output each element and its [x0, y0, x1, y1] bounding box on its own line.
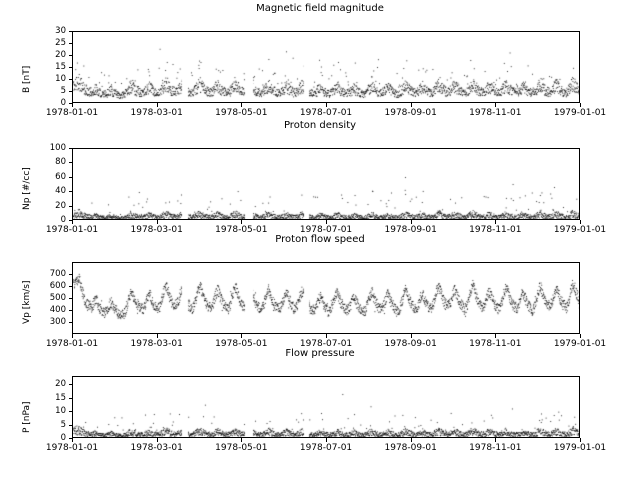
- y-tick-mark: [69, 55, 73, 56]
- y-axis-label: B [nT]: [22, 65, 32, 93]
- x-tick-mark: [72, 438, 73, 442]
- y-tick-mark: [69, 43, 73, 44]
- y-tick-mark: [69, 322, 73, 323]
- x-tick-mark: [495, 438, 496, 442]
- x-tick-label: 1978-03-01: [130, 108, 183, 118]
- x-tick-label: 1978-11-01: [469, 339, 522, 349]
- y-tick-label: 20: [55, 379, 66, 390]
- x-tick-label: 1978-11-01: [469, 108, 522, 118]
- x-tick-mark: [580, 334, 581, 338]
- x-tick-mark: [411, 438, 412, 442]
- x-tick-label: 1978-01-01: [45, 225, 99, 235]
- y-tick-label: 60: [55, 171, 66, 182]
- plot-area: [72, 376, 580, 438]
- y-tick-label: 10: [55, 406, 66, 417]
- x-tick-label: 1978-01-01: [45, 108, 99, 118]
- y-tick-label: 30: [55, 26, 66, 36]
- plot-area: [72, 31, 580, 103]
- y-axis-label: Np [#/cc]: [22, 167, 32, 210]
- y-tick-label: 20: [55, 50, 66, 60]
- x-tick-label: 1978-01-01: [45, 339, 99, 349]
- x-tick-mark: [580, 220, 581, 224]
- y-tick-mark: [69, 384, 73, 385]
- y-tick-mark: [69, 148, 73, 149]
- y-tick-label: 400: [49, 305, 66, 315]
- x-tick-mark: [157, 103, 158, 107]
- x-tick-label: 1978-07-01: [299, 339, 353, 349]
- y-tick-mark: [69, 177, 73, 178]
- x-tick-mark: [495, 103, 496, 107]
- panel-title: Proton flow speed: [275, 234, 365, 245]
- y-axis-label: Vp [km/s]: [22, 280, 32, 324]
- y-tick-mark: [69, 310, 73, 311]
- x-tick-label: 1979-01-01: [553, 225, 607, 235]
- y-tick-label: 20: [55, 200, 66, 211]
- y-tick-mark: [69, 425, 73, 426]
- plot-area: [72, 148, 580, 220]
- x-tick-label: 1978-05-01: [215, 443, 268, 453]
- x-tick-label: 1978-09-01: [384, 225, 437, 235]
- y-tick-label: 700: [49, 269, 66, 279]
- x-tick-mark: [157, 438, 158, 442]
- y-tick-label: 100: [49, 143, 66, 153]
- y-tick-label: 40: [55, 186, 66, 197]
- y-tick-mark: [69, 191, 73, 192]
- x-tick-mark: [411, 334, 412, 338]
- panel-title: Proton density: [283, 120, 357, 131]
- y-tick-mark: [69, 298, 73, 299]
- series-points: [73, 32, 580, 103]
- x-tick-label: 1978-01-01: [45, 443, 99, 453]
- y-tick-label: 300: [49, 317, 66, 327]
- x-tick-label: 1978-03-01: [130, 443, 183, 453]
- series-points: [73, 377, 580, 438]
- y-tick-label: 25: [55, 38, 66, 48]
- y-tick-label: 15: [55, 392, 66, 403]
- y-tick-mark: [69, 206, 73, 207]
- y-tick-label: 80: [55, 157, 66, 168]
- x-tick-mark: [580, 103, 581, 107]
- y-tick-mark: [69, 91, 73, 92]
- y-tick-mark: [69, 398, 73, 399]
- x-tick-mark: [157, 334, 158, 338]
- x-tick-label: 1978-03-01: [130, 339, 183, 349]
- x-tick-label: 1979-01-01: [553, 443, 607, 453]
- x-tick-label: 1978-09-01: [384, 108, 437, 118]
- x-tick-mark: [495, 334, 496, 338]
- x-tick-mark: [72, 220, 73, 224]
- x-tick-mark: [241, 220, 242, 224]
- y-tick-label: 10: [55, 74, 66, 84]
- x-tick-label: 1978-09-01: [384, 443, 437, 453]
- y-axis-label: P [nPa]: [22, 401, 32, 433]
- x-tick-label: 1978-11-01: [469, 225, 522, 235]
- x-tick-mark: [72, 103, 73, 107]
- x-tick-mark: [326, 220, 327, 224]
- x-tick-mark: [241, 334, 242, 338]
- panel-title: Magnetic field magnitude: [256, 3, 384, 14]
- y-tick-label: 500: [49, 293, 66, 303]
- y-tick-label: 0: [60, 433, 66, 443]
- x-tick-label: 1978-03-01: [130, 225, 183, 235]
- y-tick-mark: [69, 162, 73, 163]
- x-tick-label: 1978-07-01: [299, 108, 353, 118]
- y-tick-mark: [69, 411, 73, 412]
- y-tick-mark: [69, 31, 73, 32]
- x-tick-mark: [495, 220, 496, 224]
- x-tick-label: 1978-05-01: [215, 339, 268, 349]
- y-tick-mark: [69, 79, 73, 80]
- x-tick-mark: [326, 438, 327, 442]
- y-tick-mark: [69, 67, 73, 68]
- x-tick-mark: [326, 334, 327, 338]
- y-tick-label: 600: [49, 281, 66, 291]
- x-tick-label: 1978-11-01: [469, 443, 522, 453]
- y-tick-label: 0: [60, 215, 66, 225]
- series-points: [73, 149, 580, 220]
- x-tick-label: 1978-07-01: [299, 443, 353, 453]
- x-tick-label: 1979-01-01: [553, 108, 607, 118]
- x-tick-mark: [241, 438, 242, 442]
- y-tick-mark: [69, 286, 73, 287]
- x-tick-label: 1978-09-01: [384, 339, 437, 349]
- x-tick-mark: [411, 220, 412, 224]
- x-tick-mark: [72, 334, 73, 338]
- plot-area: [72, 262, 580, 334]
- x-tick-mark: [326, 103, 327, 107]
- x-tick-mark: [241, 103, 242, 107]
- x-tick-mark: [580, 438, 581, 442]
- x-tick-mark: [157, 220, 158, 224]
- x-tick-label: 1978-05-01: [215, 225, 268, 235]
- x-tick-label: 1979-01-01: [553, 339, 607, 349]
- y-tick-label: 5: [60, 86, 66, 96]
- x-tick-label: 1978-05-01: [215, 108, 268, 118]
- y-tick-label: 0: [60, 98, 66, 108]
- y-tick-label: 5: [60, 419, 66, 430]
- x-tick-mark: [411, 103, 412, 107]
- y-tick-mark: [69, 274, 73, 275]
- panel-title: Flow pressure: [285, 348, 355, 359]
- series-points: [73, 263, 580, 334]
- y-tick-label: 15: [55, 62, 66, 72]
- x-tick-label: 1978-07-01: [299, 225, 353, 235]
